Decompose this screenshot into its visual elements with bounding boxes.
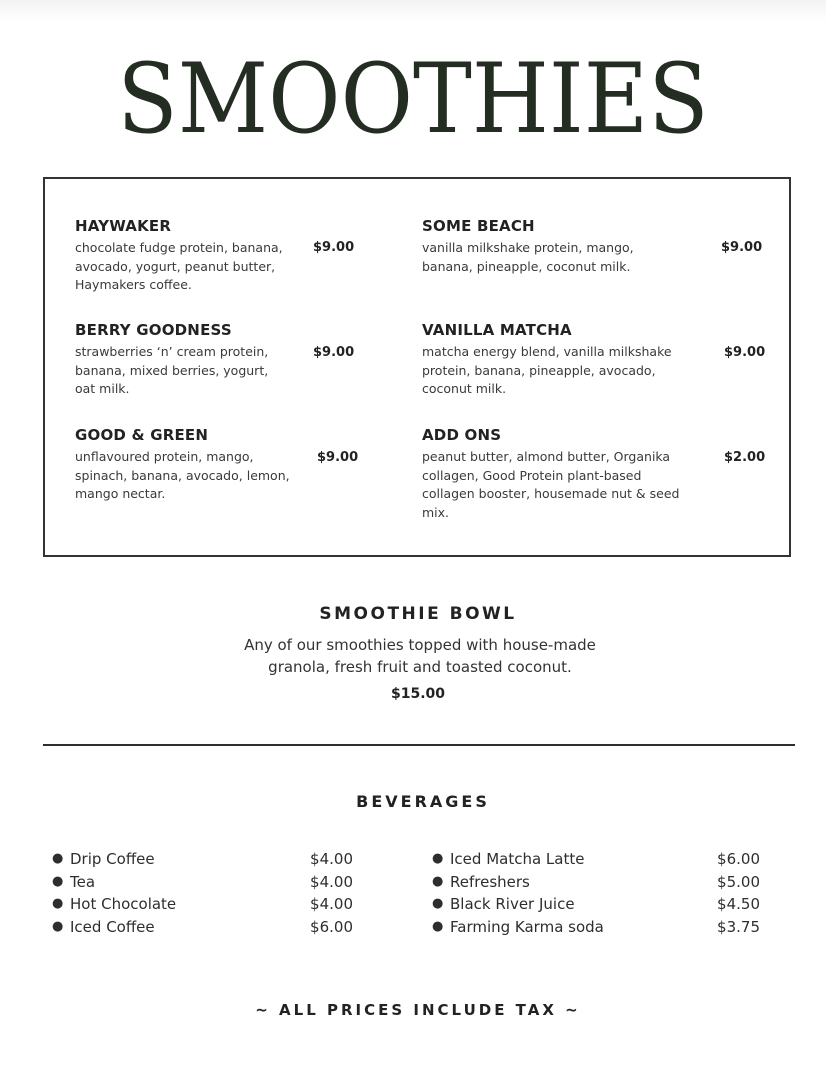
bullet-icon: ● <box>52 918 64 934</box>
item-name: BERRY GOODNESS <box>75 321 232 339</box>
section-divider <box>43 744 795 746</box>
beverage-price: $4.00 <box>310 872 353 891</box>
beverage-price: $6.00 <box>310 917 353 936</box>
list-item <box>52 893 353 916</box>
item-price: $9.00 <box>313 240 355 255</box>
beverage-name: Drip Coffee <box>70 850 155 868</box>
list-item <box>52 848 353 871</box>
item-description: unflavoured protein, mango, spinach, banana, avocado, lemon, mango nectar. <box>75 449 290 501</box>
list-item <box>432 893 760 916</box>
beverage-name: Hot Chocolate <box>70 895 177 913</box>
beverage-price: $3.75 <box>717 917 760 936</box>
item-name: VANILLA MATCHA <box>422 321 572 339</box>
bullet-icon: ● <box>52 851 64 866</box>
bullet-icon: ● <box>432 851 444 866</box>
bullet-icon: ● <box>432 896 444 911</box>
tax-note: ~ ALL PRICES INCLUDE TAX ~ <box>255 1001 581 1019</box>
item-description: peanut butter, almond butter, Organika collagen, Good Protein plant-based collagen booster, housemade nut & seed mix. <box>422 449 680 520</box>
bullet-icon: ● <box>432 918 444 934</box>
page-title: SMOOTHIES <box>117 43 709 155</box>
item-description: matcha energy blend, vanilla milkshake protein, banana, pineapple, avocado, coconut milk. <box>422 344 672 396</box>
list-item <box>52 871 353 894</box>
beverage-price: $4.00 <box>310 850 353 868</box>
list-item <box>432 848 760 871</box>
top-shadow-band <box>0 0 826 22</box>
smoothie-bowl-description: Any of our smoothies topped with house-made granola, fresh fruit and toasted coconut. <box>244 636 596 676</box>
beverage-name: Iced Coffee <box>70 917 155 936</box>
beverage-name: Black River Juice <box>450 895 575 913</box>
bullet-icon: ● <box>432 873 444 889</box>
item-price: $9.00 <box>317 450 359 465</box>
item-description: strawberries ‘n’ cream protein, banana, mixed berries, yogurt, oat milk. <box>75 344 269 396</box>
item-description: chocolate fudge protein, banana, avocado, yogurt, peanut butter, Haymakers coffee. <box>75 240 283 292</box>
menu-item-berry-goodness <box>75 321 290 399</box>
smoothie-bowl-price: $15.00 <box>390 686 446 702</box>
beverage-price: $6.00 <box>717 850 760 868</box>
smoothie-bowl-title: SMOOTHIE BOWL <box>319 604 517 624</box>
menu-item-haywaker <box>75 217 295 295</box>
item-name: GOOD & GREEN <box>75 426 209 444</box>
smoothie-menu-box <box>43 177 791 557</box>
menu-item-add-ons <box>422 426 692 522</box>
beverage-price: $4.00 <box>310 895 353 913</box>
item-name: SOME BEACH <box>422 217 535 235</box>
bullet-icon: ● <box>52 896 64 911</box>
menu-item-good-and-green <box>75 426 297 504</box>
list-item <box>52 916 353 939</box>
beverage-price: $5.00 <box>717 872 760 891</box>
item-price: $2.00 <box>724 450 766 465</box>
beverage-name: Farming Karma soda <box>450 917 604 936</box>
beverage-name: Iced Matcha Latte <box>450 850 585 868</box>
item-price: $9.00 <box>724 345 766 360</box>
item-name: HAYWAKER <box>75 217 172 235</box>
menu-item-some-beach <box>422 217 657 276</box>
beverage-price: $4.50 <box>717 895 760 913</box>
item-price: $9.00 <box>721 240 763 255</box>
beverages-list-right <box>432 848 760 938</box>
beverage-name: Tea <box>70 872 96 891</box>
beverage-name: Refreshers <box>450 872 530 891</box>
beverages-title: BEVERAGES <box>356 792 490 811</box>
menu-item-vanilla-matcha <box>422 321 682 399</box>
list-item <box>432 916 760 939</box>
item-description: vanilla milkshake protein, mango, banana, pineapple, coconut milk. <box>422 240 634 274</box>
beverages-list-left <box>52 848 353 938</box>
bullet-icon: ● <box>52 873 64 889</box>
list-item <box>432 871 760 894</box>
item-price: $9.00 <box>313 345 355 360</box>
item-name: ADD ONS <box>422 426 502 444</box>
